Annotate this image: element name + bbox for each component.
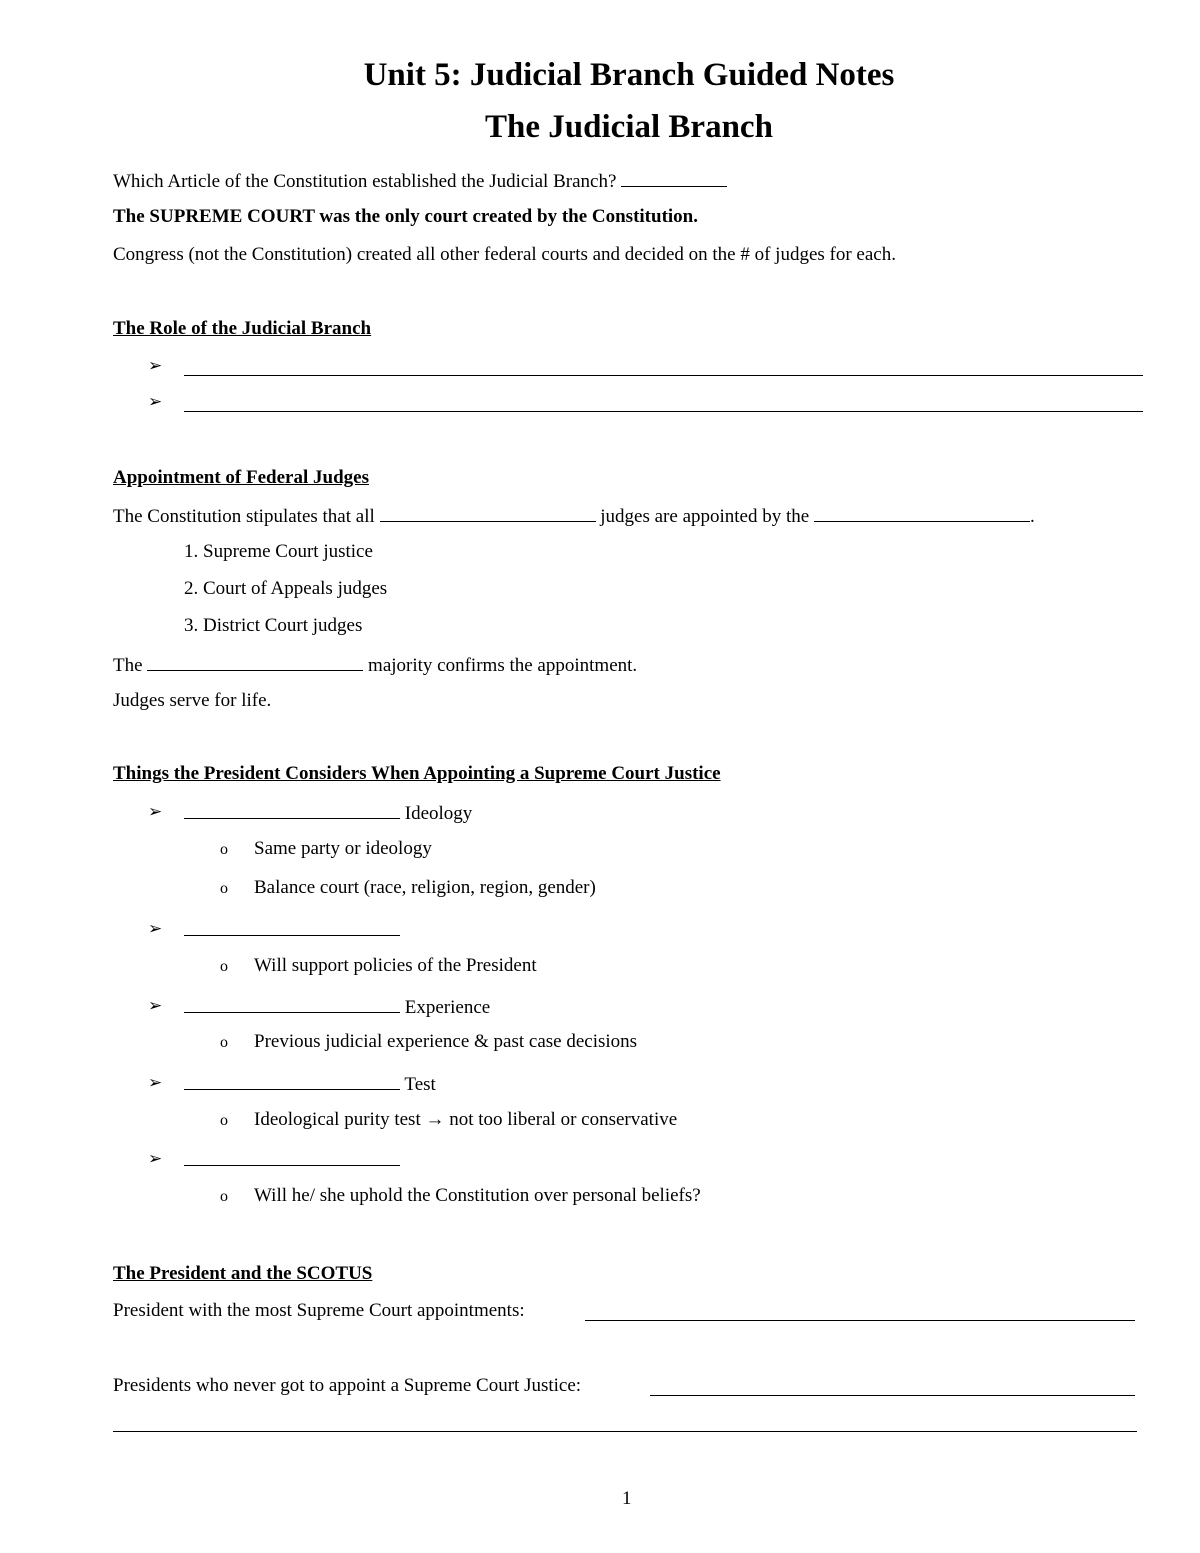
arrowhead-bullet-icon: ➢	[148, 1073, 163, 1092]
scotus-heading: The President and the SCOTUS	[113, 1263, 373, 1284]
appointment-item-3: 3. District Court judges	[184, 615, 363, 636]
considers-sub-3-1: Previous judicial experience & past case decisions	[254, 1031, 638, 1052]
most-appointments-blank[interactable]	[585, 1320, 1135, 1321]
scotus-question-1: President with the most Supreme Court appointments:	[113, 1300, 525, 1321]
appointment-heading: Appointment of Federal Judges	[113, 467, 369, 488]
intro-question	[113, 169, 727, 193]
considers-sub-2-1: Will support policies of the President	[254, 955, 537, 976]
arrowhead-bullet-icon: ➢	[148, 919, 163, 938]
considers-item-4-suffix: Test	[404, 1074, 436, 1095]
role-heading: The Role of the Judicial Branch	[113, 318, 372, 339]
considers-item-3	[184, 995, 490, 1019]
circle-bullet-icon: o	[220, 841, 228, 858]
considers-blank-4[interactable]	[184, 1072, 400, 1090]
considers-sub-4-1-b: not too liberal or conservative	[449, 1109, 678, 1130]
circle-bullet-icon: o	[220, 880, 228, 897]
appointer-blank[interactable]	[814, 504, 1030, 522]
appointment-line-2	[113, 653, 637, 677]
considers-sub-1-1: Same party or ideology	[254, 838, 432, 859]
intro-question-text: Which Article of the Constitution established the Judicial Branch?	[113, 171, 617, 192]
congress-statement: Congress (not the Constitution) created all other federal courts and decided on the # of judges for each.	[113, 244, 896, 265]
considers-item-3-suffix: Experience	[404, 997, 491, 1018]
considers-item-5	[184, 1148, 400, 1172]
appointment-line-3: Judges serve for life.	[113, 690, 272, 711]
never-appointed-blank-2[interactable]	[113, 1431, 1137, 1432]
scotus-question-2: Presidents who never got to appoint a Supreme Court Justice:	[113, 1375, 582, 1396]
appointment-line-1-b: judges are appointed by the	[600, 506, 810, 527]
considers-blank-5[interactable]	[184, 1148, 400, 1166]
page-subtitle: The Judicial Branch	[485, 109, 773, 145]
right-arrow-icon: →	[425, 1109, 445, 1130]
considers-blank-1[interactable]	[184, 801, 400, 819]
considers-heading: Things the President Considers When Appointing a Supreme Court Justice	[113, 763, 721, 784]
circle-bullet-icon: o	[220, 1034, 228, 1051]
considers-sub-4-1-a: Ideological purity test	[254, 1109, 421, 1130]
considers-item-2	[184, 918, 400, 942]
arrowhead-bullet-icon: ➢	[148, 996, 163, 1015]
circle-bullet-icon: o	[220, 958, 228, 975]
confirming-body-blank[interactable]	[147, 653, 363, 671]
considers-blank-2[interactable]	[184, 918, 400, 936]
role-blank-1[interactable]	[184, 375, 1143, 376]
arrowhead-bullet-icon: ➢	[148, 392, 163, 411]
considers-item-1-suffix: Ideology	[404, 803, 473, 824]
supreme-court-statement: The SUPREME COURT was the only court created by the Constitution.	[113, 206, 699, 227]
appointment-line-1-end: .	[1029, 506, 1035, 527]
appointment-item-1: 1. Supreme Court justice	[184, 541, 373, 562]
considers-sub-5-1: Will he/ she uphold the Constitution over personal beliefs?	[254, 1185, 701, 1206]
arrowhead-bullet-icon: ➢	[148, 1149, 163, 1168]
never-appointed-blank[interactable]	[650, 1395, 1135, 1396]
appointment-line-1-a: The Constitution stipulates that all	[113, 506, 375, 527]
considers-item-4	[184, 1072, 436, 1096]
article-blank[interactable]	[621, 169, 727, 187]
appointment-item-2: 2. Court of Appeals judges	[184, 578, 388, 599]
page-number: 1	[622, 1488, 632, 1509]
appointment-line-2-a: The	[113, 655, 143, 676]
considers-sub-4-1	[254, 1109, 677, 1131]
judges-type-blank[interactable]	[380, 504, 596, 522]
arrowhead-bullet-icon: ➢	[148, 356, 163, 375]
considers-blank-3[interactable]	[184, 995, 400, 1013]
considers-item-1	[184, 801, 472, 825]
considers-sub-1-2: Balance court (race, religion, region, gender)	[254, 877, 596, 898]
circle-bullet-icon: o	[220, 1112, 228, 1129]
page-title: Unit 5: Judicial Branch Guided Notes	[363, 57, 895, 93]
circle-bullet-icon: o	[220, 1188, 228, 1205]
role-blank-2[interactable]	[184, 411, 1143, 412]
appointment-line-2-b: majority confirms the appointment.	[368, 655, 638, 676]
appointment-line-1	[113, 504, 1035, 528]
arrowhead-bullet-icon: ➢	[148, 802, 163, 821]
